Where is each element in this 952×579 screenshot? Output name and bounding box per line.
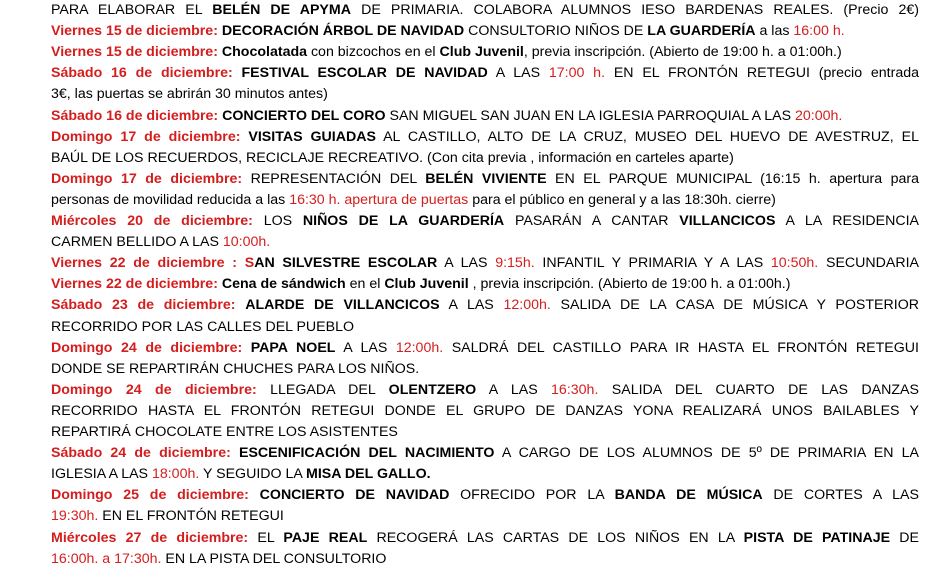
event-text: PARA ELABORAR EL bbox=[51, 2, 213, 18]
schedule-line bbox=[51, 422, 919, 443]
event-date-label: Viernes 15 de diciembre: bbox=[51, 23, 218, 40]
schedule-line bbox=[51, 169, 919, 190]
event-text: A LAS bbox=[437, 255, 496, 272]
schedule-line bbox=[51, 190, 919, 211]
event-text: SALIDA DE LA CASA DE MÚSICA Y POSTERIOR bbox=[550, 297, 919, 314]
schedule-line bbox=[51, 549, 919, 570]
event-time: 18:00h. bbox=[151, 466, 200, 483]
event-text: EN EL FRONTÓN RETEGUI (precio entrada bbox=[605, 65, 919, 82]
event-text: para el público en general y a las 18:30h. cierre) bbox=[468, 191, 776, 208]
event-text: ALARDE DE VILLANCICOS bbox=[245, 297, 440, 314]
event-text: A LAS bbox=[476, 381, 552, 398]
event-date-label: Domingo 25 de diciembre: bbox=[51, 487, 249, 504]
event-time: 12:00h. bbox=[395, 339, 444, 356]
event-text: BELÉN VIVIENTE bbox=[425, 170, 547, 187]
event-text bbox=[231, 445, 239, 461]
event-text: DONDE SE REPARTIRÁN CHUCHES PARA LOS NIÑOS. bbox=[51, 360, 420, 377]
schedule-line bbox=[51, 42, 919, 63]
schedule-line bbox=[51, 338, 919, 359]
event-text: PISTA DE PATINAJE bbox=[743, 529, 891, 546]
event-text: EN EL PARQUE MUNICIPAL (16:15 h. apertura para bbox=[546, 170, 919, 187]
event-text: AL CASTILLO, ALTO DE LA CRUZ, MUSEO DEL HUEVO DE AVESTRUZ, EL bbox=[375, 128, 919, 145]
event-date-label: Domingo 24 de diciembre: bbox=[51, 339, 243, 356]
event-text: A LAS bbox=[487, 65, 549, 82]
event-time: 20:00h. bbox=[795, 107, 843, 124]
schedule-line bbox=[51, 359, 919, 380]
event-text: RECORRIDO HASTA EL FRONTÓN RETEGUI DONDE EL GRUPO DE DANZAS YONA REALIZARÁ UNOS BAILABLES Y bbox=[51, 402, 919, 419]
event-text: BELÉN DE APYMA bbox=[212, 2, 351, 18]
event-time: 16:30h. bbox=[551, 381, 599, 398]
event-date-label: Viernes 15 de diciembre: bbox=[51, 44, 218, 61]
event-text: , previa inscripción. (Abierto de 19:00 h. a 01:00h.) bbox=[468, 276, 791, 293]
schedule-line bbox=[51, 0, 919, 21]
event-date-label: Sábado 23 de diciembre: bbox=[51, 297, 236, 314]
event-text: con bizcochos en el bbox=[307, 44, 440, 61]
event-date-label: Domingo 24 de diciembre: bbox=[51, 381, 257, 398]
event-time: 17:00 h. bbox=[548, 65, 606, 82]
event-text: VISITAS GUIADAS bbox=[248, 128, 376, 145]
event-text: DECORACIÓN ÁRBOL DE NAVIDAD bbox=[221, 23, 465, 40]
event-text: , previa inscripción. (Abierto de 19:00 h. a 01:00h.) bbox=[523, 44, 842, 61]
event-text: INFANTIL Y PRIMARIA Y A LAS bbox=[534, 255, 771, 272]
event-text bbox=[249, 487, 260, 503]
event-text: PAPA NOEL bbox=[250, 339, 336, 356]
event-text: IGLESIA A LAS bbox=[51, 466, 152, 483]
event-text: CONSULTORIO NIÑOS DE bbox=[464, 23, 648, 40]
event-date-label: Sábado 16 de diciembre: bbox=[51, 107, 219, 124]
event-text: PAJE REAL bbox=[283, 529, 368, 546]
event-text: 3€, las puertas se abrirán 30 minutos antes) bbox=[51, 86, 328, 103]
event-text: A LAS bbox=[439, 297, 504, 314]
event-text: FESTIVAL ESCOLAR DE NAVIDAD bbox=[241, 65, 488, 82]
event-date-label: Miércoles 20 de diciembre: bbox=[51, 213, 253, 229]
event-text: EN LA PISTA DEL CONSULTORIO bbox=[161, 550, 387, 567]
event-date-label: Sábado 16 de diciembre: bbox=[51, 65, 233, 82]
schedule-line bbox=[51, 63, 919, 84]
schedule-line bbox=[51, 464, 919, 485]
event-text: LLEGADA DEL bbox=[256, 381, 389, 398]
schedule-line bbox=[51, 485, 919, 506]
event-text: RECOGERÁ LAS CARTAS DE LOS NIÑOS EN LA bbox=[367, 529, 744, 546]
event-text: a las bbox=[755, 23, 794, 40]
event-date-label: Domingo 17 de diciembre: bbox=[51, 170, 243, 187]
event-text: VILLANCICOS bbox=[679, 213, 776, 229]
event-date-label: Domingo 17 de diciembre: bbox=[51, 128, 241, 145]
event-text: Chocolatada bbox=[221, 44, 308, 61]
event-text: SALDRÁ DEL CASTILLO PARA IR HASTA EL FRONTÓN RETEGUI bbox=[443, 339, 919, 356]
event-text: A LA RESIDENCIA bbox=[775, 213, 919, 229]
schedule-line bbox=[51, 317, 919, 338]
schedule-line bbox=[51, 84, 919, 105]
event-text: NIÑOS DE LA GUARDERÍA bbox=[302, 213, 505, 229]
event-text: MISA DEL GALLO. bbox=[306, 466, 431, 483]
event-segment: Viernes 22 de diciembre : SAN SILVESTRE ESCOLAR bbox=[51, 255, 438, 272]
event-text bbox=[235, 297, 245, 313]
event-text: Club Juvenil bbox=[384, 276, 469, 293]
event-text: A CARGO DE LOS ALUMNOS DE 5º DE PRIMARIA EN LA bbox=[494, 445, 919, 462]
event-time: 9:15h. bbox=[495, 255, 535, 272]
schedule-line bbox=[51, 443, 919, 464]
event-time: 10:00h. bbox=[222, 234, 271, 251]
event-text: CARMEN BELLIDO A LAS bbox=[51, 234, 223, 251]
event-text: LA GUARDERÍA bbox=[647, 23, 756, 40]
event-text: OFRECIDO POR LA bbox=[449, 487, 615, 504]
schedule-line bbox=[51, 274, 919, 295]
event-text: SALIDA DEL CUARTO DE LAS DANZAS bbox=[598, 381, 919, 398]
event-text bbox=[242, 340, 251, 356]
schedule-line bbox=[51, 253, 919, 274]
schedule-line bbox=[51, 295, 919, 316]
schedule-line bbox=[51, 211, 919, 232]
event-text bbox=[233, 65, 242, 81]
event-text: REPRESENTACIÓN DEL bbox=[242, 170, 426, 187]
event-text: BAÚL DE LOS RECUERDOS, RECICLAJE RECREATIVO. (Con cita previa , información en carteles aparte) bbox=[51, 149, 734, 166]
event-text: Cena de sándwich bbox=[221, 276, 346, 293]
event-text: SAN MIGUEL SAN JUAN EN LA IGLESIA PARROQUIAL A LAS bbox=[385, 107, 796, 124]
event-time: 16:00h. a 17:30h. bbox=[51, 550, 162, 567]
schedule-line bbox=[51, 506, 919, 527]
event-text: CONCIERTO DE NAVIDAD bbox=[259, 487, 450, 504]
schedule-line bbox=[51, 148, 919, 169]
event-date-label: Viernes 22 de diciembre: bbox=[51, 276, 218, 293]
event-text: BANDA DE MÚSICA bbox=[614, 487, 763, 504]
event-time: 10:50h. bbox=[770, 255, 819, 272]
event-time: 12:00h. bbox=[503, 297, 551, 314]
event-text: DE CORTES A LAS bbox=[762, 487, 919, 504]
event-text: CONCIERTO DEL CORO bbox=[222, 107, 386, 124]
schedule-line bbox=[51, 127, 919, 148]
event-text: PASARÁN A CANTAR bbox=[504, 213, 680, 229]
event-text: Club Juvenil bbox=[439, 44, 524, 61]
event-text: OLENTZERO bbox=[388, 381, 477, 398]
event-text: DE PRIMARIA. COLABORA ALUMNOS IESO BARDENAS REALES. (Precio 2€) bbox=[350, 2, 919, 18]
event-text: EN EL FRONTÓN RETEGUI bbox=[98, 508, 284, 525]
event-text: en el bbox=[345, 276, 385, 293]
schedule-line bbox=[51, 380, 919, 401]
event-date-label: Miércoles 27 de diciembre: bbox=[51, 529, 249, 546]
event-text: ESCENIFICACIÓN DEL NACIMIENTO bbox=[239, 445, 495, 462]
schedule-line bbox=[51, 106, 919, 127]
schedule-line bbox=[51, 21, 919, 42]
event-text: LOS bbox=[252, 213, 303, 229]
schedule-line bbox=[51, 232, 919, 253]
schedule-line bbox=[51, 528, 919, 549]
event-time: 19:30h. bbox=[51, 508, 99, 525]
event-date-label: Sábado 24 de diciembre: bbox=[51, 445, 231, 462]
schedule-line bbox=[51, 401, 919, 422]
event-text: A LAS bbox=[335, 339, 396, 356]
event-text: RECORRIDO POR LAS CALLES DEL PUEBLO bbox=[51, 318, 355, 335]
event-text: personas de movilidad reducida a las bbox=[51, 191, 290, 208]
event-text: REPARTIRÁ CHOCOLATE ENTRE LOS ASISTENTES bbox=[51, 424, 398, 440]
event-text: DE bbox=[890, 529, 919, 546]
event-time: 16:30 h. apertura de puertas bbox=[289, 191, 469, 208]
event-text: Y SEGUIDO LA bbox=[199, 466, 307, 483]
event-text: SECUNDARIA bbox=[818, 255, 919, 272]
event-text: EL bbox=[248, 529, 284, 546]
event-time: 16:00 h. bbox=[793, 23, 845, 40]
